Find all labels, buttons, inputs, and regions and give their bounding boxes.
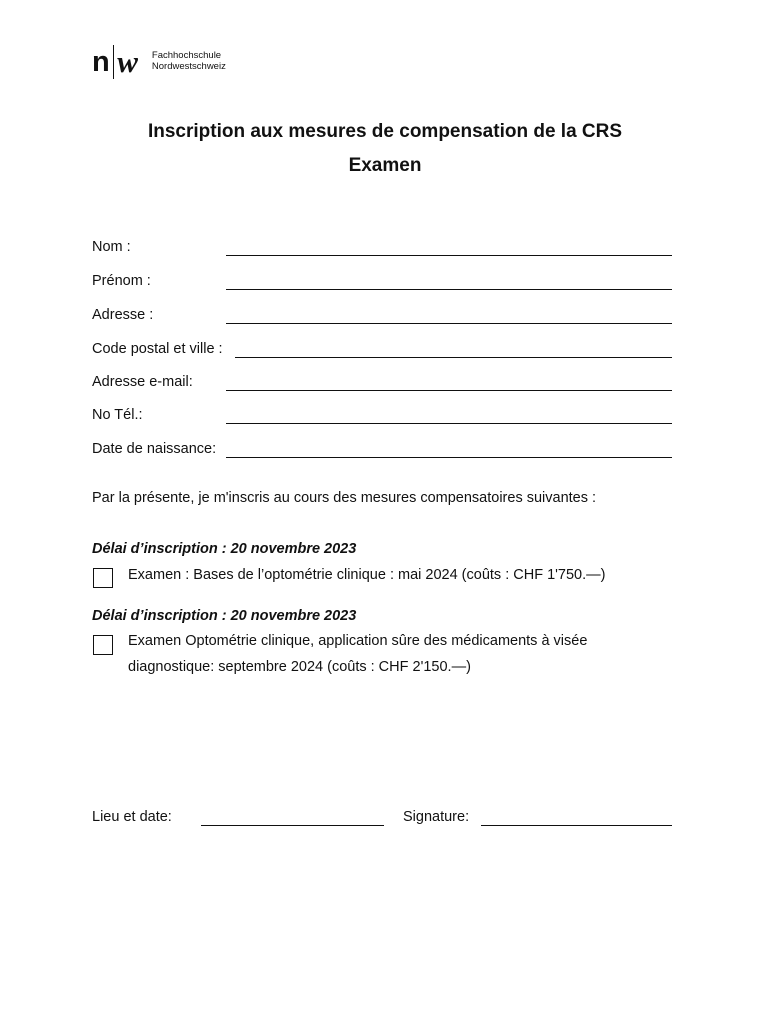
field-nom — [92, 238, 672, 258]
field-label: Date de naissance: — [92, 441, 217, 457]
logo-text-line1: Fachhochschule — [151, 50, 222, 61]
fhnw-logo — [92, 44, 226, 80]
deadline-label: Délai d’inscription : 20 novembre 2023 — [92, 541, 357, 557]
document-title: Inscription aux mesures de compensation de la CRS — [147, 121, 623, 142]
field-blank-line[interactable] — [226, 390, 672, 391]
logo-text-line2: Nordwestschweiz — [151, 61, 226, 72]
field-blank-line[interactable] — [226, 457, 672, 458]
place-date-label: Lieu et date: — [92, 809, 172, 825]
logo-mark-w: w — [117, 44, 138, 79]
field-prenom — [92, 272, 672, 292]
logo-divider — [113, 45, 115, 79]
field-adresse — [92, 306, 672, 326]
exam-clinical-label-line1: Examen Optométrie clinique, application sûre des médicaments à visée — [128, 633, 588, 649]
field-label: Adresse e-mail: — [92, 374, 193, 390]
field-blank-line[interactable] — [226, 255, 672, 256]
exam-clinical-label-line2: diagnostique: septembre 2024 (coûts : CHF 2'150.—) — [128, 659, 471, 675]
field-date-naissance — [92, 440, 672, 460]
field-code-postal-ville — [92, 340, 672, 360]
place-date-line[interactable] — [201, 825, 384, 826]
signature-line[interactable] — [481, 825, 672, 826]
document-subtitle: Examen — [348, 155, 422, 176]
signature-label: Signature: — [403, 809, 470, 825]
logo-text — [152, 50, 226, 72]
logo-mark-n: n — [92, 46, 109, 78]
field-blank-line[interactable] — [226, 423, 672, 424]
field-label: Adresse : — [92, 307, 154, 323]
field-blank-line[interactable] — [235, 357, 672, 358]
exam-bases-checkbox[interactable] — [93, 568, 113, 588]
exam-bases-label: Examen : Bases de l’optométrie clinique : mai 2024 (coûts : CHF 1'750.—) — [128, 567, 606, 583]
field-blank-line[interactable] — [226, 289, 672, 290]
field-email — [92, 373, 672, 393]
field-label: Code postal et ville : — [92, 341, 223, 357]
deadline-label: Délai d’inscription : 20 novembre 2023 — [92, 608, 357, 624]
field-label: Prénom : — [92, 273, 151, 289]
field-label: No Tél.: — [92, 407, 143, 423]
intro-text: Par la présente, je m'inscris au cours des mesures compensatoires suivantes : — [92, 490, 597, 506]
field-telephone — [92, 406, 672, 426]
exam-clinical-checkbox[interactable] — [93, 635, 113, 655]
field-label: Nom : — [92, 239, 131, 255]
field-blank-line[interactable] — [226, 323, 672, 324]
